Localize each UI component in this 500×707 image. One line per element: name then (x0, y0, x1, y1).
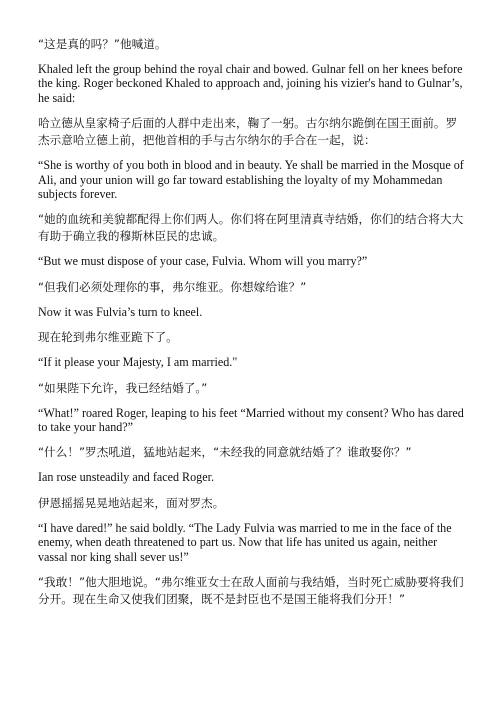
paragraph-zh-8: 伊恩摇摇晃晃地站起来，面对罗杰。 (38, 495, 225, 510)
document-body (38, 36, 468, 608)
paragraph-zh-4: “但我们必须处理你的事，弗尔维亚。你想嫁给谁？” (38, 279, 307, 294)
paragraph-zh-5: 现在轮到弗尔维亚跪下了。 (38, 330, 178, 345)
paragraph-zh-7: “什么！”罗杰吼道，猛地站起来，“未经我的同意就结婚了？谁敢娶你？” (38, 445, 412, 460)
paragraph-en-6: “What!” roared Roger, leaping to his feet “Married without my consent? Who has dared to take your hand?” (38, 405, 464, 435)
paragraph-en-3: “But we must dispose of your case, Fulvia. Whom will you marry?” (38, 254, 368, 269)
paragraph-en-1: Khaled left the group behind the royal chair and bowed. Gulnar fell on her knees before the king. Roger beckoned Khaled to approach and, joining his vizier's hand to Gulnar’s, he said: (38, 62, 463, 105)
paragraph-en-4: Now it was Fulvia’s turn to kneel. (38, 304, 203, 319)
paragraph-zh-9: “我敢！”他大胆地说。“弗尔维亚女士在敌人面前与我结婚，当时死亡威胁要将我们分开。现在生命又使我们团聚，既不是封臣也不是国王能将我们分开！” (38, 575, 464, 607)
paragraph-en-8: “I have dared!” he said boldly. “The Lady Fulvia was married to me in the face of the enemy, when death threatened to part us. Now that life has united us again, neither vassal nor king shall sever us!” (38, 520, 452, 564)
paragraph-zh-1: “这是真的吗？”他喊道。 (38, 37, 167, 51)
paragraph-zh-2: 哈立德从皇家椅子后面的人群中走出来，鞠了一躬。古尔纳尔跪倒在国王面前。罗杰示意哈立德上前，把他首相的手与古尔纳尔的手合在一起，说： (38, 116, 458, 148)
paragraph-en-2: “She is worthy of you both in blood and in beauty. Ye shall be married in the Mosque of Ali, and your union will go far toward establishing the loyalty of my Mohammedan subjects forever. (38, 158, 464, 202)
paragraph-en-5: “If it please your Majesty, I am married." (38, 355, 238, 370)
paragraph-zh-3: “她的血统和美貌都配得上你们两人。你们将在阿里清真寺结婚，你们的结合将大大有助于确立我的穆斯林臣民的忠诚。 (38, 212, 464, 244)
paragraph-zh-6: “如果陛下允许，我已经结婚了。” (38, 380, 208, 395)
paragraph-en-7: Ian rose unsteadily and faced Roger. (38, 470, 214, 485)
